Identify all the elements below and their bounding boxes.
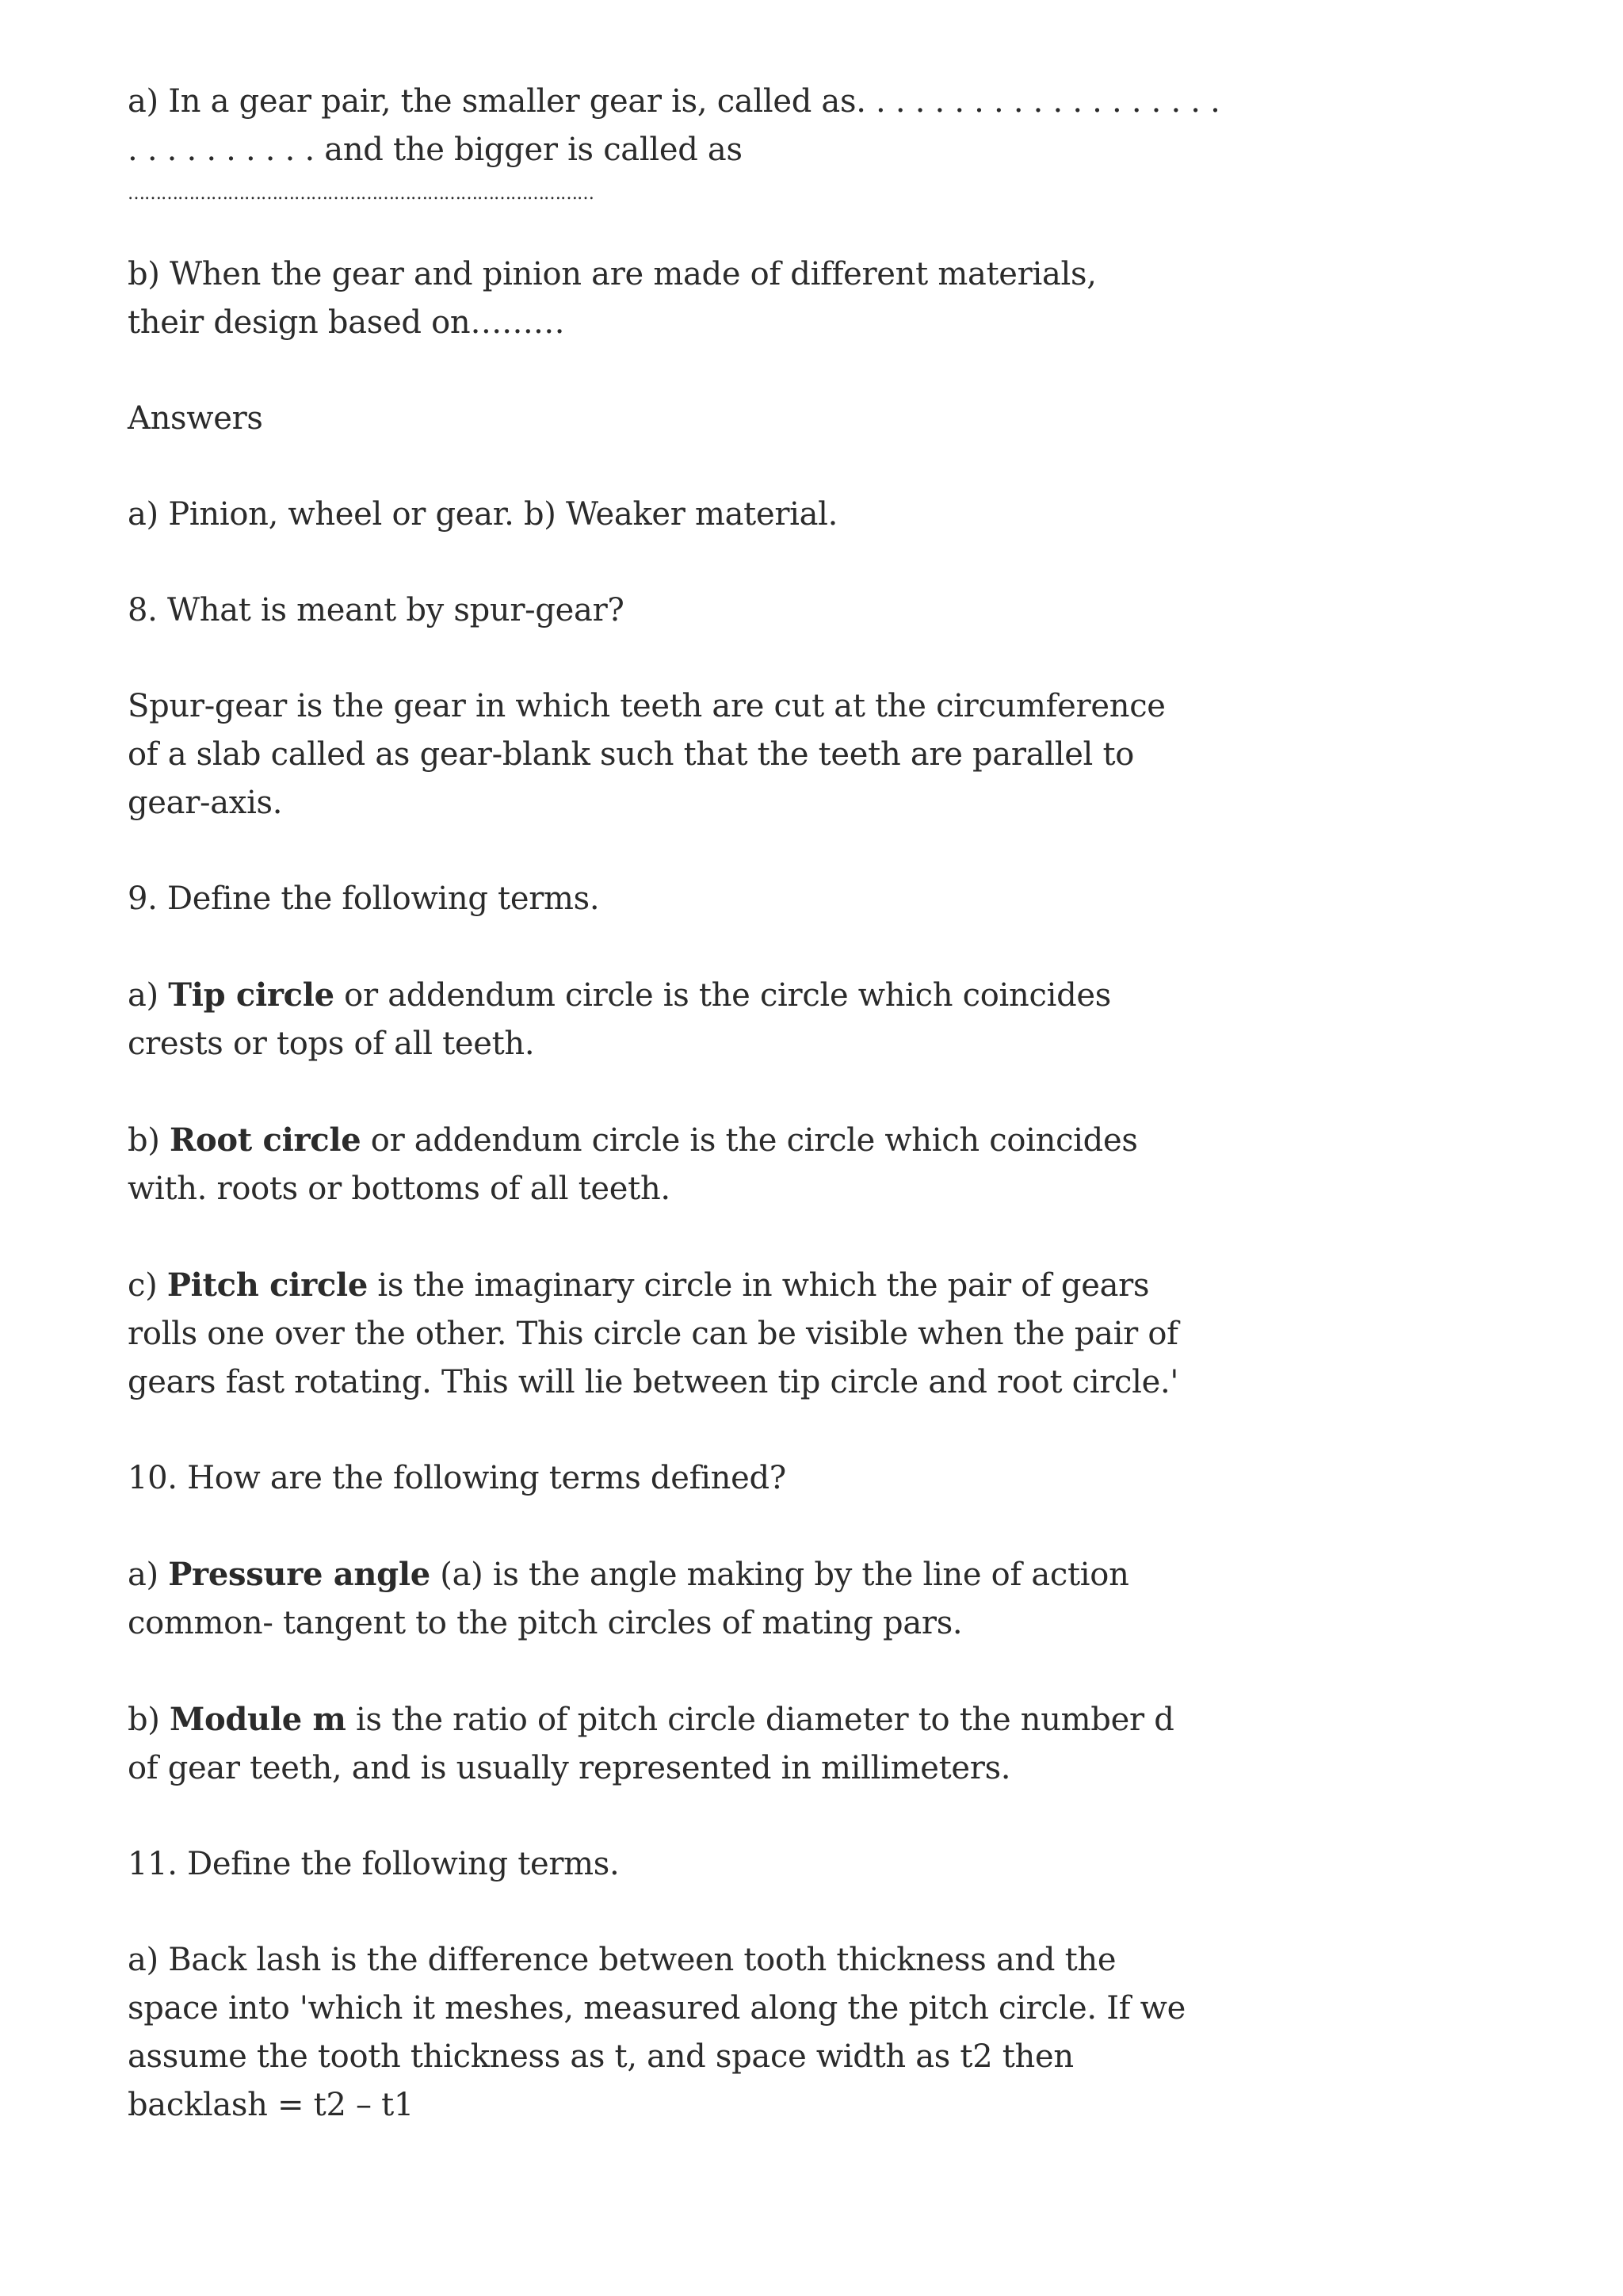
backlash-line-3: assume the tooth thickness as t, and space width as t2 then — [128, 2038, 1074, 2075]
tip-circle-term: Tip circle — [168, 976, 334, 1014]
question-10: 10. How are the following terms defined? — [128, 1460, 786, 1496]
fill-a-line-2: . . . . . . . . . . and the bigger is called as — [128, 132, 743, 168]
tip-circle-line-1 — [128, 971, 1111, 1020]
tip-circle-prefix: a) — [128, 977, 169, 1014]
fill-in-blanks-b — [128, 250, 1097, 347]
backlash-line-1: a) Back lash is the difference between tooth thickness and the — [128, 1942, 1117, 1978]
fill-b-line-1: b) When the gear and pinion are made of different materials, — [128, 256, 1097, 292]
definition-pitch-circle — [128, 1261, 1179, 1407]
pressure-angle-term: Pressure angle — [168, 1556, 430, 1593]
pressure-angle-line-2: common- tangent to the pitch circles of mating pars. — [128, 1605, 963, 1641]
root-circle-line-2: with. roots or bottoms of all teeth. — [128, 1171, 670, 1207]
fill-b-line-2: their design based on……… — [128, 304, 565, 341]
module-line-1 — [128, 1695, 1174, 1744]
module-prefix: b) — [128, 1702, 170, 1738]
question-11: 11. Define the following terms. — [128, 1846, 620, 1882]
answer-8-line-1: Spur-gear is the gear in which teeth are cut at the circumference — [128, 688, 1166, 724]
root-circle-prefix: b) — [128, 1122, 170, 1159]
pitch-circle-term: Pitch circle — [166, 1266, 368, 1304]
fill-a-line-1: a) In a gear pair, the smaller gear is, called as. . . . . . . . . . . . . . . . . . . — [128, 83, 1220, 120]
module-text: is the ratio of pitch circle diameter to the number d — [346, 1702, 1174, 1738]
pitch-circle-prefix: c) — [128, 1267, 167, 1304]
pressure-angle-line-1 — [128, 1550, 1129, 1599]
tip-circle-line-2: crests or tops of all teeth. — [128, 1026, 535, 1062]
root-circle-line-1 — [128, 1116, 1138, 1165]
definition-root-circle — [128, 1116, 1138, 1213]
root-circle-term: Root circle — [170, 1121, 361, 1159]
question-8: 8. What is meant by spur-gear? — [128, 592, 624, 628]
document-page — [128, 78, 1220, 2177]
answer-8 — [128, 682, 1166, 827]
root-circle-text: or addendum circle is the circle which coincides — [361, 1122, 1138, 1159]
fill-a-blank-line: ………………………………………………………………………… — [128, 184, 594, 204]
fill-in-blanks-a — [128, 78, 1220, 214]
pitch-circle-line-2: rolls one over the other. This circle can be visible when the pair of — [128, 1316, 1178, 1352]
pressure-angle-prefix: a) — [128, 1557, 169, 1593]
backlash-line-2: space into 'which it meshes, measured along the pitch circle. If we — [128, 1990, 1186, 2027]
pitch-circle-text: is the imaginary circle in which the pair of gears — [367, 1267, 1150, 1304]
pitch-circle-line-1 — [128, 1261, 1150, 1310]
answer-8-line-3: gear-axis. — [128, 785, 283, 821]
definition-backlash — [128, 1936, 1186, 2130]
question-9: 9. Define the following terms. — [128, 881, 600, 917]
definition-tip-circle — [128, 971, 1111, 1068]
module-term: Module m — [170, 1701, 346, 1738]
backlash-line-4: backlash = t2 – t1 — [128, 2087, 414, 2123]
pitch-circle-line-3: gears fast rotating. This will lie between tip circle and root circle.' — [128, 1364, 1179, 1400]
answers-heading: Answers — [128, 400, 263, 437]
answers-text: a) Pinion, wheel or gear. b) Weaker material. — [128, 496, 838, 533]
tip-circle-text: or addendum circle is the circle which coincides — [334, 977, 1111, 1014]
definition-module — [128, 1695, 1174, 1793]
definition-pressure-angle — [128, 1550, 1129, 1648]
pressure-angle-text: (a) is the angle making by the line of action — [430, 1557, 1129, 1593]
module-line-2: of gear teeth, and is usually represented in millimeters. — [128, 1750, 1011, 1786]
answer-8-line-2: of a slab called as gear-blank such that the teeth are parallel to — [128, 736, 1135, 773]
